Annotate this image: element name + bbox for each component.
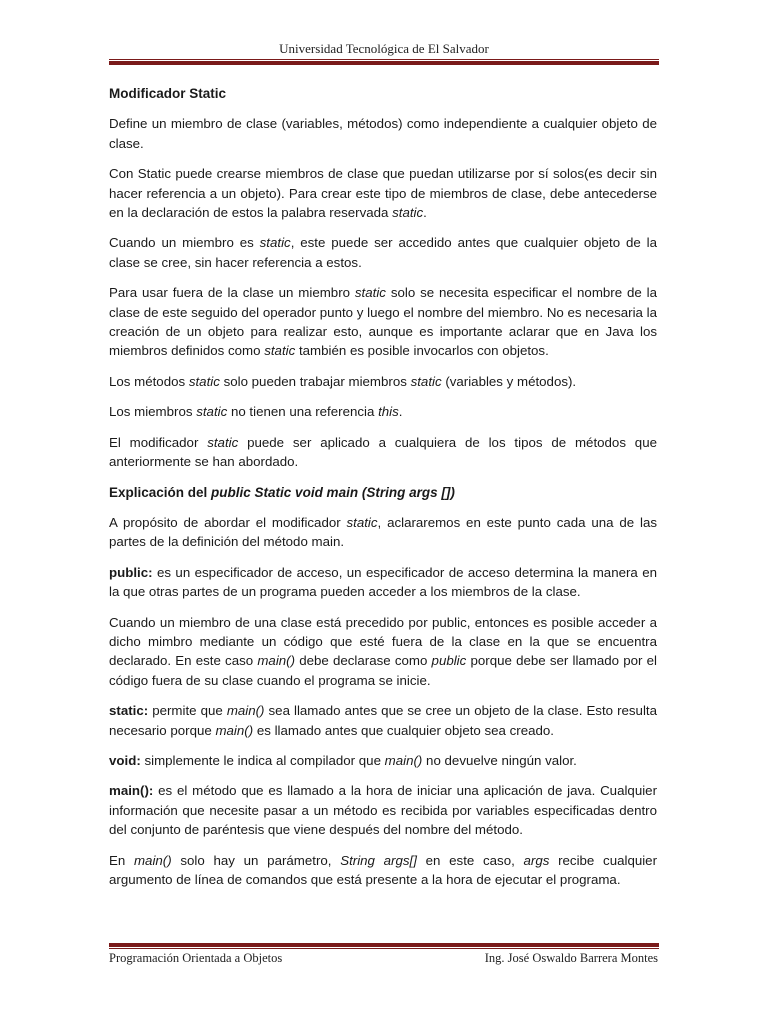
paragraph: Los métodos static solo pueden trabajar miembros static (variables y métodos). [109, 373, 577, 389]
document-body [109, 84, 657, 900]
section-heading-main: Explicación del public Static void main (String args []) [109, 484, 455, 500]
section-heading-static: Modificador Static [109, 86, 227, 101]
paragraph: A propósito de abordar el modificador static, aclararemos en este punto cada una de las partes de la definición del método main. [109, 514, 658, 550]
paragraph: static: permite que main() sea llamado antes que se cree un objeto de la clase. Esto resulta necesario porque main() es llamado antes que cualquier objeto sea creado. [109, 703, 657, 738]
paragraph: void: simplemente le indica al compilador que main() no devuelve ningún valor. [109, 752, 577, 768]
paragraph: main(): es el método que es llamado a la hora de iniciar una aplicación de java. Cualquier información que necesite pasar a un método es recibida por variables especificadas dentro del conjunto de paréntesis que viene después del nombre del método. [109, 783, 657, 838]
paragraph: Los miembros static no tienen una referencia this. [109, 404, 403, 420]
paragraph: Para usar fuera de la clase un miembro static solo se necesita especificar el nombre de la clase de este seguido del operador punto y luego el nombre del miembro. No es necesaria la creación de un objeto para realizar esto, aunque es importante aclarar que en Java los miembros definidos como static también es posible invocarlos con objetos. [109, 285, 657, 359]
header-rule-thick [109, 61, 659, 65]
paragraph: El modificador static puede ser aplicado a cualquiera de los tipos de métodos que anteriormente se han abordado. [109, 434, 657, 470]
paragraph: public: es un especificador de acceso, un especificador de acceso determina la manera en la que otras partes de un programa pueden acceder a los miembros de la clase. [109, 564, 657, 600]
paragraph: En main() solo hay un parámetro, String args[] en este caso, args recibe cualquier argumento de línea de comandos que está presente a la hora de ejecutar el programa. [109, 852, 658, 887]
paragraph: Cuando un miembro de una clase está precedido por public, entonces es posible acceder a dicho mimbro mediante un código que esté fuera de la clase en la que se encuentra declarado. En este caso main() debe declarase como public porque debe ser llamado por el código fuera de su clase cuando el programa se inicie. [109, 614, 658, 688]
footer-course-title: Programación Orientada a Objetos [109, 951, 283, 965]
footer-rule-thin [109, 948, 659, 949]
footer-rule-thick [109, 943, 659, 947]
header-title: Universidad Tecnológica de El Salvador [279, 41, 489, 56]
paragraph: Define un miembro de clase (variables, métodos) como independiente a cualquier objeto de clase. [109, 116, 657, 151]
paragraph: Con Static puede crearse miembros de clase que puedan utilizarse por sí solos(es decir sin hacer referencia a un objeto). Para crear este tipo de miembros de clase, debe antecederse en la declaración de estos la palabra reservada static. [109, 166, 657, 221]
paragraph: Cuando un miembro es static, este puede ser accedido antes que cualquier objeto de la clase se cree, sin hacer referencia a estos. [109, 235, 657, 270]
footer-author: Ing. José Oswaldo Barrera Montes [484, 951, 658, 965]
header-rule-thin [109, 59, 659, 60]
